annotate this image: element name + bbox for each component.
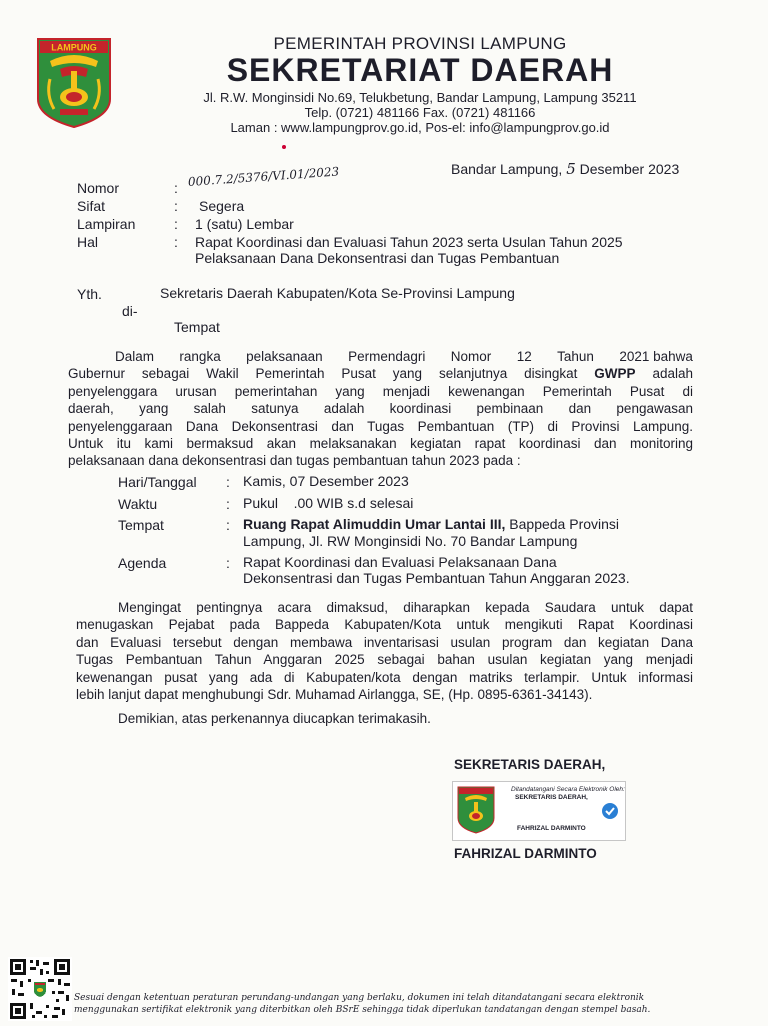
colon: : (174, 198, 178, 214)
date-month-year: Desember 2023 (579, 161, 680, 177)
paragraph-1-line-1 (68, 348, 693, 365)
agenda-line-1: Rapat Koordinasi dan Evaluasi Pelaksanaan Dana (243, 554, 557, 570)
paragraph-1-line-6: Untuk itu kami bermaksud akan melaksanakan kegiatan rapat koordinasi dan monitoring (68, 435, 693, 451)
colon: : (174, 180, 178, 196)
paragraph-1-line-4: daerah, yang salah satunya adalah koordinasi pembinaan dan pengawasan (68, 401, 693, 417)
word: Permendagri (348, 349, 426, 364)
word: Nomor (450, 349, 492, 364)
footer-line-1: Sesuai dengan ketentuan peraturan perundang-undangan yang berlaku, dokumen ini telah ditandatangani secara elektronik (74, 993, 645, 1003)
closing-text: Demikian, atas perkenannya diucapkan terimakasih. (118, 711, 431, 726)
office-name: SEKRETARIAT DAERAH (226, 52, 614, 88)
paragraph-2-line-4: Tugas Pembantuan Tahun Anggaran 2025 sebagai bahan usulan kegiatan yang menjadi (76, 652, 693, 668)
footer-disclaimer (74, 992, 724, 1016)
paragraph-2-line-2: menugaskan Pejabat pada Bappeda Kabupaten/Kota untuk mengikuti Rapat Koordinasi (76, 617, 693, 633)
word: Dalam (115, 349, 155, 364)
hari-label: Hari/Tanggal (118, 474, 197, 490)
qr-code-icon (8, 957, 72, 1021)
signer-name: FAHRIZAL DARMINTO (454, 846, 597, 861)
paragraph-1 (68, 348, 693, 470)
colon: : (174, 234, 178, 250)
hari-value: Kamis, 07 Desember 2023 (243, 473, 409, 489)
text: Gubernur sebagai Wakil Pemerintah Pusat yang selanjutnya disingkat (68, 366, 595, 382)
paragraph-2-line-5: kewenangan pusat yang ada di Kabupaten/kota dengan matriks terlampir. Untuk informasi (76, 669, 693, 685)
date-day: 5 (566, 160, 576, 178)
paragraph-2-line-6: lebih lanjut dapat menghubungi Sdr. Muhamad Airlangga, SE, (Hp. 0895-6361-34143). (76, 686, 593, 702)
office-address: Jl. R.W. Monginsidi No.69, Telukbetung, Bandar Lampung, Lampung 35211 (203, 90, 637, 105)
yth-label: Yth. (77, 286, 102, 302)
colon: : (174, 216, 178, 232)
tempat-value-line-1 (243, 516, 619, 533)
government-name: PEMERINTAH PROVINSI LAMPUNG (273, 34, 567, 53)
label-nomor: Nomor (77, 180, 120, 196)
colon: : (226, 555, 230, 571)
label-sifat: Sifat (77, 198, 106, 214)
stamp-title: SEKRETARIS DAERAH, (515, 794, 588, 801)
red-dot-mark (282, 145, 286, 149)
stamp-logo (457, 786, 495, 834)
tempat-value-line-2: Lampung, Jl. RW Monginsidi No. 70 Bandar Lampung (243, 533, 578, 549)
sifat-value: Segera (199, 198, 245, 214)
nomor-value: 000.7.2/5376/VI.01/2023 (187, 164, 340, 189)
label-lampiran: Lampiran (77, 216, 136, 232)
footer-line-2: menggunakan sertifikat elektronik yang diterbitkan oleh BSrE sehingga tidak diperlukan tandatangan dengan stempel basah. (74, 1005, 651, 1015)
word: pelaksanaan (246, 349, 323, 364)
agenda-line-2: Dekonsentrasi dan Tugas Pembantuan Tahun Anggaran 2023. (243, 570, 630, 586)
lampiran-value: 1 (satu) Lembar (195, 216, 294, 232)
letter-date (451, 161, 679, 178)
word: 2021 bahwa (619, 349, 693, 364)
label-hal: Hal (77, 234, 99, 250)
recipient-name: Sekretaris Daerah Kabupaten/Kota Se-Provinsi Lampung (160, 285, 515, 301)
colon: : (226, 474, 230, 490)
agenda-label: Agenda (118, 555, 167, 571)
signature-title: SEKRETARIS DAERAH, (454, 757, 606, 772)
hal-line-1: Rapat Koordinasi dan Evaluasi Tahun 2023 serta Usulan Tahun 2025 (195, 234, 623, 250)
paragraph-1-line-2 (68, 365, 693, 382)
date-place: Bandar Lampung, (451, 161, 563, 177)
paragraph-1-line-7: pelaksanaan dana dekonsentrasi dan tugas pembantuan tahun 2023 pada : (68, 453, 521, 469)
lampung-logo (36, 37, 112, 129)
e-signature-stamp (452, 781, 626, 841)
tempat-label: Tempat (174, 319, 220, 335)
waktu-label: Waktu (118, 496, 158, 512)
paragraph-2-line-3: dan Evaluasi tersebut dengan membawa inventarisasi usulan program dan kegiatan Dana (76, 634, 693, 650)
word: 12 (516, 349, 532, 364)
office-website: Laman : www.lampungprov.go.id, Pos-el: info@lampungprov.go.id (230, 120, 610, 135)
hal-line-2: Pelaksanaan Dana Dekonsentrasi dan Tugas Pembantuan (195, 250, 560, 266)
text: adalah (635, 366, 693, 382)
gwpp-abbrev: GWPP (594, 366, 636, 382)
stamp-name: FAHRIZAL DARMINTO (517, 825, 586, 832)
paragraph-1-line-5: penyelenggaraan Dana Dekonsentrasi dan Tugas Pembantuan (TP) di Provinsi Lampung. (68, 418, 693, 434)
stamp-caption: Ditandatangani Secara Elektronik Oleh: (511, 786, 625, 793)
di-label: di- (122, 303, 138, 319)
logo-text: LAMPUNG (51, 42, 97, 53)
paragraph-2-line-1: Mengingat pentingnya acara dimaksud, diharapkan kepada Saudara untuk dapat (118, 600, 693, 615)
office-phone: Telp. (0721) 481166 Fax. (0721) 481166 (304, 105, 536, 120)
bsre-badge-icon (601, 802, 619, 820)
tempat-schedule-label: Tempat (118, 517, 164, 533)
room-name: Ruang Rapat Alimuddin Umar Lantai III, (243, 516, 506, 532)
word: rangka (179, 349, 221, 364)
paragraph-2 (76, 599, 693, 703)
colon: : (226, 517, 230, 533)
word: Tahun (557, 349, 594, 364)
text: Bappeda Provinsi (505, 516, 620, 532)
waktu-value: Pukul .00 WIB s.d selesai (243, 495, 414, 511)
paragraph-1-line-3: penyelenggara urusan pemerintahan yang menjadi kewenangan Pemerintah Pusat di (68, 383, 693, 399)
colon: : (226, 496, 230, 512)
